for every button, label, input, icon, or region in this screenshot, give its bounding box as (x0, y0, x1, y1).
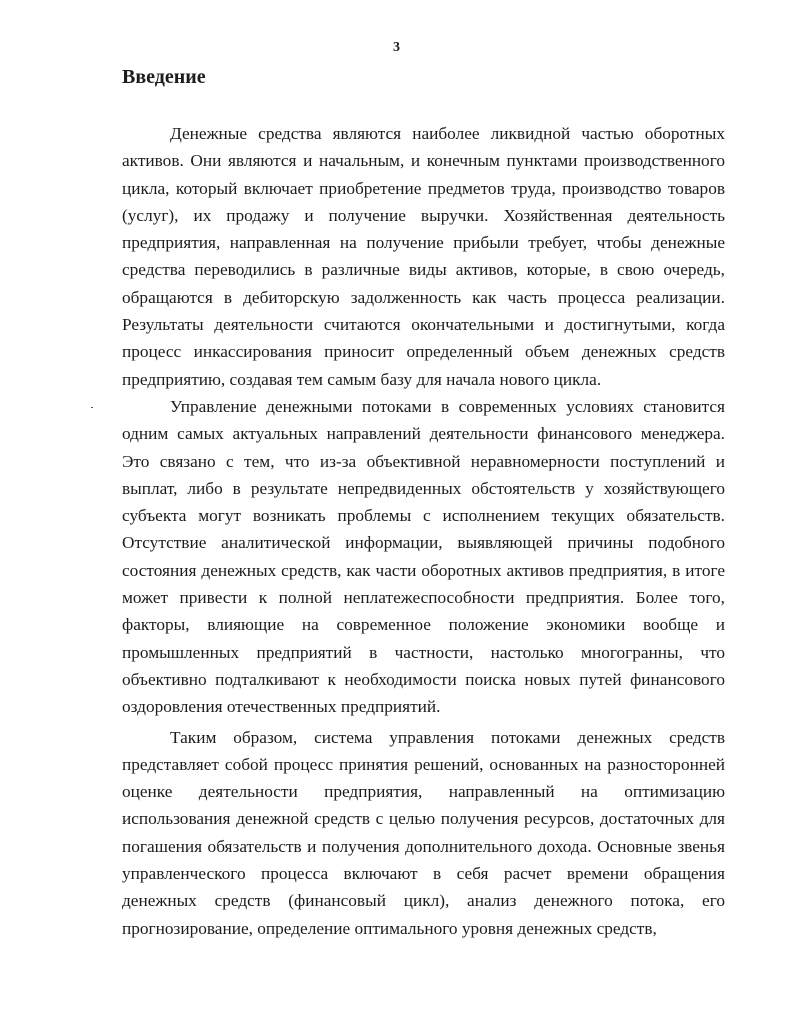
paragraph-2: Управление денежными потоками в современных условиях становится одним самых актуальных направлений деятельности финансового менеджера. Это связано с тем, что из-за объективной неравномерности поступлений и выплат, либо в результате непредвиденных обстоятельств у хозяйствующего субъекта могут возникать проблемы с исполнением текущих обязательств. Отсутствие аналитической информации, выявляющей причины подобного состояния денежных средств, как части оборотных активов предприятия, в итоге может привести к полной неплатежеспособности предприятия. Более того, факторы, влияющие на современное положение экономики вообще и промышленных предприятий в частности, настолько многогранны, что объективно подталкивают к необходимости поиска новых путей финансового оздоровления отечественных предприятий. (122, 396, 725, 717)
paragraph-1: Денежные средства являются наиболее ликвидной частью оборотных активов. Они являются и начальным, и конечным пунктами производственного цикла, который включает приобретение предметов труда, производство товаров (услуг), их продажу и получение выручки. Хозяйственная деятельность предприятия, направленная на получение прибыли требует, чтобы денежные средства переводились в различные виды активов, которые, в свою очередь, обращаются в дебиторскую задолженность как часть процесса реализации. Результаты деятельности считаются окончательными и достигнутыми, когда процесс инкассирования приносит определенный объем денежных средств предприятию, создавая тем самым базу для начала нового цикла. (122, 124, 725, 389)
page-number: 3 (393, 40, 400, 55)
scan-speck (91, 407, 93, 408)
body-text (122, 120, 725, 942)
paragraph-3: Таким образом, система управления потоками денежных средств представляет собой процесс принятия решений, основанных на разносторонней оценке деятельности предприятия, направленный на оптимизацию использования денежной средств с целью получения ресурсов, достаточных для погашения обязательств и получения дополнительного дохода. Основные звенья управленческого процесса включают в себя расчет времени обращения денежных средств (финансовый цикл), анализ денежного потока, его прогнозирование, определение оптимального уровня денежных средств, (122, 727, 725, 938)
section-heading: Введение (122, 66, 206, 88)
